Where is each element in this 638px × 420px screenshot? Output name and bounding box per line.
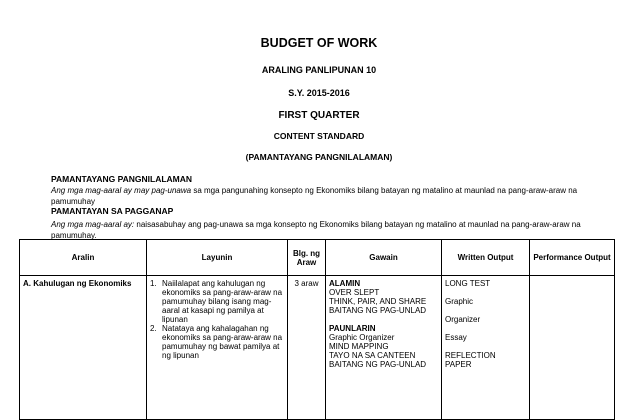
objective-text: Natataya ang kahalagahan ng ekonomiks sa pang-araw-araw na pamumuhay ng bawat pamilya at ng lipunan bbox=[162, 324, 283, 360]
written-output-item: PAPER bbox=[445, 360, 472, 369]
quarter-heading: FIRST QUARTER bbox=[278, 110, 360, 121]
section-title-performance-standard: PAMANTAYAN SA PAGGANAP bbox=[51, 206, 174, 216]
cell-written-output bbox=[442, 276, 530, 420]
budget-table bbox=[19, 239, 615, 420]
activity-item: TAYO NA SA CANTEEN bbox=[329, 351, 416, 360]
school-year-heading: S.Y. 2015-2016 bbox=[288, 88, 350, 98]
document-title: BUDGET OF WORK bbox=[260, 36, 378, 50]
objective-number: 1. bbox=[150, 279, 157, 288]
section-body-performance-standard bbox=[51, 219, 606, 241]
cell-blg-araw: 3 araw bbox=[288, 276, 326, 420]
header-blg-araw: Blg. ng Araw bbox=[288, 240, 326, 276]
content-standard-fil-heading: (PAMANTAYANG PANGNILALAMAN) bbox=[245, 152, 393, 162]
written-output-item: LONG TEST bbox=[445, 279, 491, 288]
written-output-item: Essay bbox=[445, 333, 467, 342]
cell-gawain bbox=[326, 276, 442, 420]
written-output-item: Graphic bbox=[445, 297, 474, 306]
activity-item: Graphic Organizer bbox=[329, 333, 395, 342]
table-header-row bbox=[20, 240, 615, 276]
cell-aralin: A. Kahulugan ng Ekonomiks bbox=[20, 276, 147, 420]
header-written-output: Written Output bbox=[442, 240, 530, 276]
section-body-text: naisasabuhay ang pag-unawa sa mga konsepto ng Ekonomiks bilang batayan ng matalino at maunlad na pang-araw-araw na pamumuhay. bbox=[51, 220, 581, 240]
activity-item: BAITANG NG PAG-UNLAD bbox=[329, 306, 427, 315]
header-gawain: Gawain bbox=[326, 240, 442, 276]
cell-performance-output bbox=[530, 276, 615, 420]
activity-item: THINK, PAIR, AND SHARE bbox=[329, 297, 427, 306]
activity-group-title: ALAMIN bbox=[329, 279, 361, 288]
activity-item: OVER SLEPT bbox=[329, 288, 380, 297]
subject-heading: ARALING PANLIPUNAN 10 bbox=[261, 65, 377, 75]
content-standard-heading: CONTENT STANDARD bbox=[273, 131, 365, 141]
written-output-item: REFLECTION bbox=[445, 351, 496, 360]
header-aralin: Aralin bbox=[20, 240, 147, 276]
activity-item: MIND MAPPING bbox=[329, 342, 389, 351]
section-body-content-standard bbox=[51, 185, 606, 207]
objective-number: 2. bbox=[150, 324, 157, 333]
activity-item: BAITANG NG PAG-UNLAD bbox=[329, 360, 427, 369]
objective-item bbox=[150, 279, 284, 324]
objective-text: Naiilalapat ang kahulugan ng ekonomiks sa pang-araw-araw na pamumuhay bilang isang mag-aaral at kasapi ng pamilya at lipunan bbox=[162, 279, 283, 324]
table-row bbox=[20, 276, 615, 420]
section-title-content-standard: PAMANTAYANG PANGNILALAMAN bbox=[51, 174, 193, 184]
written-output-item: Organizer bbox=[445, 315, 481, 324]
section-body-text: sa mga pangunahing konsepto ng Ekonomiks bilang batayan ng matalino at maunlad na pang-araw-araw na pamumuhay bbox=[51, 186, 578, 206]
header-layunin: Layunin bbox=[147, 240, 288, 276]
section-italic-lead: Ang mga mag-aaral ay: bbox=[51, 220, 135, 229]
objective-item bbox=[150, 324, 284, 360]
cell-layunin bbox=[147, 276, 288, 420]
section-italic-lead: Ang mga mag-aaral ay may pag-unawa bbox=[51, 186, 192, 195]
activity-group-title: PAUNLARIN bbox=[329, 324, 376, 333]
header-performance-output: Performance Output bbox=[530, 240, 615, 276]
